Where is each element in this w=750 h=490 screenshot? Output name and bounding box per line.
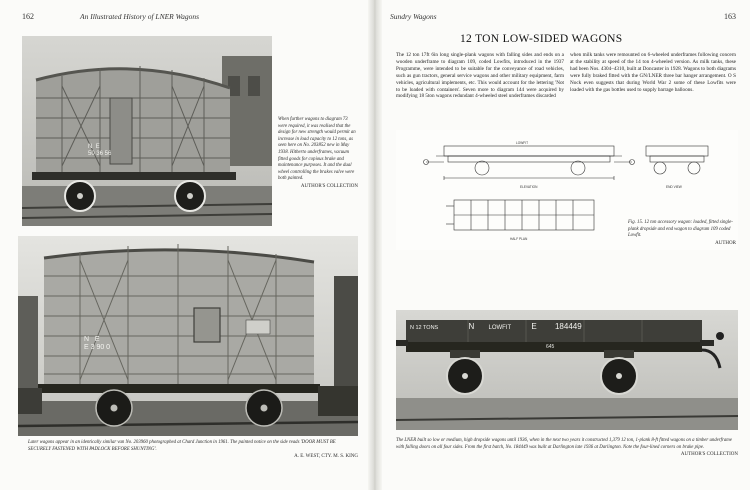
covered-van-image <box>22 36 272 226</box>
van-marking-e: E <box>94 336 100 343</box>
caption-drawing <box>628 220 736 247</box>
caption-text: Later wagons appear in an identically similar van No. 203960 photographed at Chard Junction in 1961. The painted notice on the side reads 'DOOR MUST BE SECURELY FASTENED WITH PADLOCK BEFORE SHUNTING'. <box>28 440 336 452</box>
wagon-marking-n: N <box>468 322 475 331</box>
photo-credit: AUTHOR'S COLLECTION <box>680 452 738 458</box>
van-marking-n: N <box>84 336 90 343</box>
caption-text: The LNER built so low or medium, high dropside wagons until 1936, when in the next two years it constructed 1,379 12 ton, 1-plank 8-ft fitted wagons on a timber underframe with falling doors on all four sides. From the first batch, No. 184449 was built at Darlington late 1936 at Darlington. Note the four-lined corners on brake pipe. <box>396 438 732 450</box>
caption-lowfit-photo <box>396 438 738 459</box>
van-marking-e: E <box>95 144 100 150</box>
wagon-solebar-number: 645 <box>546 344 555 350</box>
right-page <box>382 0 750 490</box>
drawing-label-elevation: ELEVATION <box>520 185 538 189</box>
running-head: Sundry Wagons <box>390 12 437 21</box>
caption-bottom-photo <box>28 440 358 461</box>
photo-credit: A. E. WEST, CTY. M. S. KING <box>294 454 358 460</box>
photo-lowfit-wagon <box>396 310 738 430</box>
wagon-marking-12-tons: N 12 TONS <box>410 325 439 331</box>
left-page <box>0 0 368 490</box>
photo-credit: AUTHOR'S COLLECTION <box>300 183 358 189</box>
caption-text: When further wagons to diagram 73 were required, it was realised that the design for new strength would permit an increase in load capacity to 12 tons, as seen here on No. 203852 new in May 1938. Hitherto underframes, vacuum fitted goods for copious brake and maintenance purposes. It and the dual wheel controlling the brakes valve were both painted. <box>278 117 356 182</box>
caption-top-photo <box>278 117 358 191</box>
page-number: 163 <box>724 12 736 21</box>
van-number: E 3 90 0 <box>84 344 111 351</box>
van-markings <box>88 144 111 158</box>
drawing-label-lowfit: LOWFIT <box>516 141 529 145</box>
drawing-credit: AUTHOR <box>715 240 736 246</box>
body-column-right: when milk tanks were remounted on 6-wheeled underframes following concern at the stability at speed of the 14 ton 4-wheeled version. As milk tanks, these had been Nos. 4304–4310, built at Doncaster in 1928. Wagons to both diagrams were fully braked fitted with the GN/LNER three bar hanger arrangement. O S Nock even suggests that during World War 2 some of these Lowfits were loaded with the gas bottles used to supply barrage balloons. <box>570 52 736 93</box>
wagon-number: 184449 <box>554 322 582 331</box>
wagon-markings <box>410 322 700 331</box>
drawing-label-half-plan: HALF PLAN <box>510 237 528 241</box>
drawing-label-end-view: END VIEW <box>666 185 682 189</box>
photo-covered-van-bottom <box>18 236 358 436</box>
book-gutter <box>368 0 382 490</box>
van-marking-n: N <box>88 144 93 150</box>
article-title: 12 TON LOW-SIDED WAGONS <box>460 33 623 45</box>
photo-covered-van-top <box>22 36 272 226</box>
caption-text: Fig. 15. 12 ton accessory wagon: loaded, fitted single-plank dropside and end wagon to diagram 109 coded Lowfit. <box>628 220 733 239</box>
van-number: 50 36 56 <box>88 151 112 157</box>
body-column-left: The 12 ton 17ft 6in long single-plank wagons with falling sides and ends on a wooden underframe to diagram 109, coded Lowfits, introduced in the 1937 Programme, were intended to be suitable for the conveyance of road vehicles, such as gun tractors, general service wagons and other military equipment, farm vehicles, agricultural implements, etc. This would account for the lettering 'Not to be loaded with containers'. Seven more to diagram 144 were acquired by modifying 18 5ton wagons redundant 4-wheeled steel underframes discarded <box>396 52 564 100</box>
covered-van-chard-image <box>18 236 358 436</box>
running-head: An Illustrated History of LNER Wagons <box>80 12 200 21</box>
page-number: 162 <box>22 12 34 21</box>
van-markings-bottom <box>84 336 110 352</box>
wagon-marking-lowfit: LOWFIT <box>488 325 512 331</box>
wagon-marking-e: E <box>531 322 537 331</box>
